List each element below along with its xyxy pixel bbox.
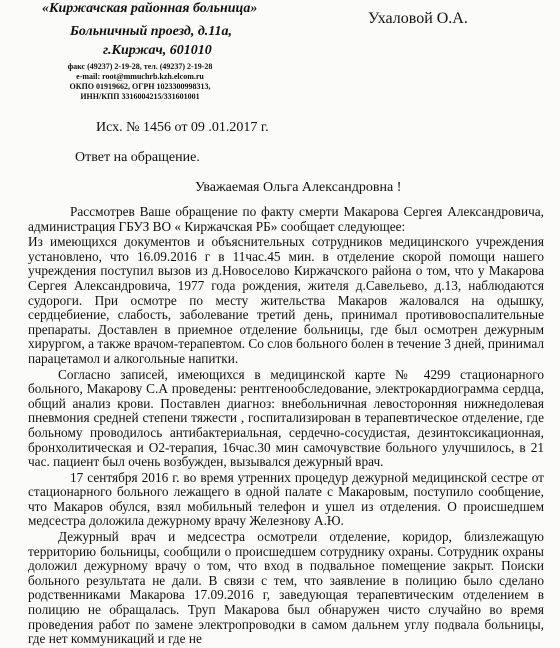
body-paragraph-admission: Из имеющихся документов и объяснительных сотрудников медицинского учреждения установлено, что 16.09.2016 г в 11час.45 мин. в отделение скорой помощи нашего учреждения поступил вызов из д.Новоселово Киржачского района о том, что у Макарова Сергея Александровича, 1977 года рождения, жителя д.Савельево, д.13, наблюдаются судороги. При осмотре по месту жительства Макаров жаловался на одышку, сердцебиение, слабость, заболевание третий день, принимал противовоспалительные препараты. Доставлен в приемное отделение больницы, где был осмотрен дежурным хирургом, а также врачом-терапевтом. Со слов больного болен в течение 3 дней, принимал парацетамол и алкогольные напитки. [28, 234, 544, 366]
greeting: Уважаемая Ольга Александровна ! [195, 180, 402, 195]
contact-email: e-mail: root@mmuchrb.kzh.elcom.ru [76, 72, 204, 81]
letter-body [28, 205, 544, 648]
body-paragraph-departure: 17 сентября 2016 г. во время утренних процедур дежурной медицинской сестре от стационарного больного лежащего в одной палате с Макаровым, поступило сообщение, что Макаров обулся, взял мобильный телефон и ушел из отделения. О происшедшем медсестра доложила дежурному врачу Железнову А.Ю. [28, 469, 544, 529]
reply-heading: Ответ на обращение. [75, 150, 200, 165]
contact-phone-fax: факс (49237) 2-19-28, тел. (49237) 2-19-28 [67, 62, 213, 71]
recipient-name: Ухаловой О.А. [368, 10, 468, 27]
contact-okpo-ogrn: ОКПО 01919662, ОГРН 1023300998313, [69, 82, 211, 91]
letterhead-contacts [60, 62, 220, 102]
body-paragraph-intro: Рассмотрев Ваше обращение по факту смерти Макарова Сергея Александровича, администрация ГБУЗ ВО « Киржачская РБ» сообщает следующее: [28, 204, 544, 234]
contact-inn-kpp: ИНН/КПП 3316004215/331601001 [80, 92, 200, 101]
address-line-street: Больничный проезд, д.11а, [70, 24, 233, 39]
address-line-city: г.Киржач, 601010 [103, 43, 212, 58]
hospital-name: «Киржачская районная больница» [42, 1, 258, 16]
outgoing-reference: Исх. № 1456 от 09 .01.2017 г. [96, 120, 269, 135]
body-paragraph-treatment: Согласно записей, имеющихся в медицинской карте № 4299 стационарного больного, Макарову С.А проведены: рентгенообследование, электрокардиограмма сердца, общий анализ крови. Поставлен диагноз: внебольничная левосторонняя нижнедолевая пневмония средней степени тяжести , госпитализирован в терапевтическое отделение, где больному проводилось антибактериальная, сердечно-сосудистая, дезинтоксикационная, бронхолитическая и О2-терапия, 16час.30 мин самочувствие больного улучшилось, в 21 час. пациент был очень возбужден, вызывался дежурный врач. [28, 366, 544, 470]
body-paragraph-search: Дежурный врач и медсестра осмотрели отделение, коридор, близлежащую территорию больницы, сообщили о происшедшем сотруднику охраны. Сотрудник охраны доложил дежурному врачу о том, что вход в подвальное помещение закрыт. Поиски больного результата не дали. В связи с тем, что заявление в полицию было сделано родственниками Макарова 17.09.2016 г, заведующая терапевтическим отделением в полицию не обращалась. Труп Макарова был обнаружен чисто случайно во время проведения работ по замене электропроводки в самом дальнем углу подвала больницы, где нет коммуникаций и где не [28, 529, 544, 647]
